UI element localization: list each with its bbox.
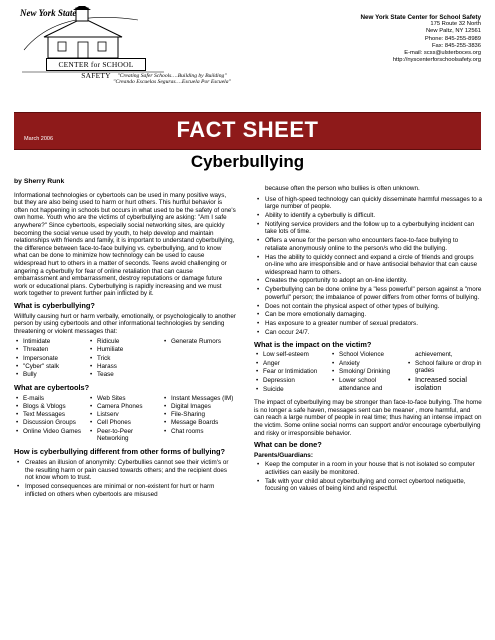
impact-heading: What is the impact on the victim? [254,339,372,349]
tools-col-3 [162,395,236,444]
list-item: • School Violence [330,351,406,359]
list-item: • Generate Rumors [162,338,236,346]
author: by Sherry Runk [14,178,65,185]
impact-paragraph: The impact of cyberbullying may be stronger than face-to-face bullying. The home is no longer a safe haven, messages sent can be meaner , more harmful, and can reach a large number of people in real time; thus having an intense impact on the victim. Some online social norms can support and/or encourage cyberbullying and risky or irresponsible behavior. [254,399,482,437]
right-column [254,185,482,495]
list-item: • Digital Images [162,403,236,411]
continued-text: because often the person who bullies is often unknown. [265,185,420,192]
list-item: • Notifying service providers and the follow up to a cyberbullying incident can take lots of time. [254,221,482,236]
impact-list [254,351,482,394]
list-item: • Use of high-speed technology can quickly disseminate harmful messages to a large number of people. [254,196,482,211]
list-item: • Ridicule [88,338,162,346]
list-item: • Bully [14,371,88,379]
list-item: • Instant Messages (IM) [162,395,236,403]
list-item: • Cell Phones [88,419,162,427]
list-item: • Tease [88,371,162,379]
parents-heading: Parents/Guardians: [254,451,313,459]
list-item: • File-Sharing [162,411,236,419]
list-item: • Peer-to-Peer Networking [88,428,162,443]
list-item: • Humiliate [88,346,162,354]
done-heading: What can be done? [254,440,322,450]
parents-list [254,461,482,493]
list-item: • Listserv [88,411,162,419]
list-item: • Can occur 24/7. [254,329,482,337]
page-title: Cyberbullying [190,152,305,171]
list-item: • Text Messages [14,411,88,419]
list-item: • Smoking/ Drinking [330,368,406,376]
website-link[interactable]: http://nyscenterforschoolsafety.org [392,57,481,64]
intro-paragraph: Informational technologies or cybertools can be used in many positive ways, but they are also being used to harm or hurt others. This hurtful behavior is often not happening in schools but occurs in what used to be the safety of one's own home. Youth who are the victims of cyberbullying are asking: "Am I safe anywhere?" Since cybertools, especially social networking sites, are quickly becoming the social venue used by youth, to help develop and maintain relationships with friends and family, it is important to understand cyberbullying, the difference between face-to-face bullying vs. cyberbullying, and to know what can be done to minimize how technology can be used to cause widespread hurt to others in a matter of seconds. Teens avoid challenging or angering a cyberbully for fear of online retaliation that can cause embarrassment and embarrassment, destroy reputations or damage future work or educational plans. Cyberbullying is rapidly increasing and we must work together to prevent further pain inflicted by it. [14,191,236,298]
tools-col-2 [88,395,162,444]
logo-arc-text: New York State [20,8,77,18]
list-item: • Talk with your child about cyberbullying and correct cybertool netiquette, focusing on values of being kind and respectful. [254,478,482,493]
list-item: • Message Boards [162,419,236,427]
email-link[interactable]: E-mail: scss@ulsterboces.org [404,50,481,57]
list-item: • Creates the opportunity to adopt an on-line identity. [254,277,482,285]
list-item: achievement, [415,351,453,359]
list-item: • Chat rooms [162,428,236,436]
behaviors-col-1 [14,338,88,379]
list-item: • Imposed consequences are minimal or non-existent for hurt or harm inflicted on others when cybertools are misused [14,483,236,498]
list-item: • Camera Phones [88,403,162,411]
list-item: • Can be more emotionally damaging. [254,311,482,319]
impact-col-2 [330,351,406,394]
list-item: • E-mails [14,395,88,403]
list-item: • Offers a venue for the person who encounters face-to-face bullying to retaliate anonymously online to the person/s who did the bullying. [254,237,482,252]
tagline-spanish: "Creando Escuelas Seguras….Escuela Por Escuela" [113,79,231,85]
impact-col-3 [406,351,482,394]
list-item: • Anxiety [330,360,406,368]
behaviors-col-2 [88,338,162,379]
list-item: • Online Video Games [14,428,88,436]
list-item: • Low self-esteem [254,351,330,359]
what-heading: What is cyberbullying? [14,300,95,310]
list-item: • School failure or drop in grades [406,360,482,375]
city-address: New Paltz, NY 12561 [426,28,481,35]
list-item: • Has the ability to quickly connect and expand a circle of friends and groups on-line who are irresponsible and or have antisocial behavior that can cause widespread harm to others. [254,254,482,277]
street-address: 175 Route 32 North [430,21,481,28]
list-item: • Intimidate [14,338,88,346]
list-item: • Trick [88,355,162,363]
tagline-english: "Creating Safer Schools….Building by Building" [117,73,227,79]
list-item: • Impersonate [14,355,88,363]
issue-date: March 2006 [24,136,54,142]
list-item: • Discussion Groups [14,419,88,427]
list-item: • Lower school attendance and [330,377,406,392]
list-item: • Keep the computer in a room in your house that is not isolated so computer activities can easily be monitored. [254,461,482,476]
list-item: • Harass [88,363,162,371]
phone: Phone: 845-255-8989 [424,35,481,42]
org-name: New York State Center for School Safety [360,14,481,21]
list-item: • Anger [254,360,330,368]
impact-col-1 [254,351,330,394]
contact-block [311,14,481,64]
tools-list [14,395,236,444]
difference-list-continued [254,196,482,337]
list-item: • Cyberbullying can be done online by a "less powerful" person against a "more powerful" person; the imbalance of power differs from other forms of bullying. [254,286,482,301]
what-paragraph: Willfully causing hurt or harm verbally, emotionally, or psychologically to another person by using cybertools and other informational technologies by sending threatening or violent messages that: [14,312,237,335]
list-item: • Creates an illusion of anonymity: Cyberbullies cannot see their victim's or the resulting harm or pain caused towards others; and the recipient does not know whom to trust. [14,459,236,482]
list-item: • Has exposure to a greater number of sexual predators. [254,320,482,328]
list-item: • Ability to identify a cyberbully is difficult. [254,212,482,220]
list-item: • Depression [254,377,330,385]
behaviors-col-3 [162,338,236,379]
tools-col-1 [14,395,88,444]
behaviors-list [14,338,236,379]
fact-sheet-banner: FACT SHEET [176,117,319,142]
list-item: • Web Sites [88,395,162,403]
difference-heading: How is cyberbullying different from other forms of bullying? [14,447,226,457]
list-item: • Blogs & Vblogs [14,403,88,411]
list-item: • Does not contain the physical aspect of other types of bullying. [254,303,482,311]
list-item: • "Cyber" stalk [14,363,88,371]
list-item: • Threaten [14,346,88,354]
left-column [14,178,236,500]
difference-list [14,459,236,498]
list-item: • Increased social isolation [406,376,482,391]
list-item: • Fear or Intimidation [254,368,330,376]
tools-heading: What are cybertools? [14,383,90,393]
list-item: • Suicide [254,386,330,394]
logo-banner: CENTER for SCHOOL SAFETY [46,58,146,71]
fax: Fax: 845-255-3836 [432,42,481,49]
